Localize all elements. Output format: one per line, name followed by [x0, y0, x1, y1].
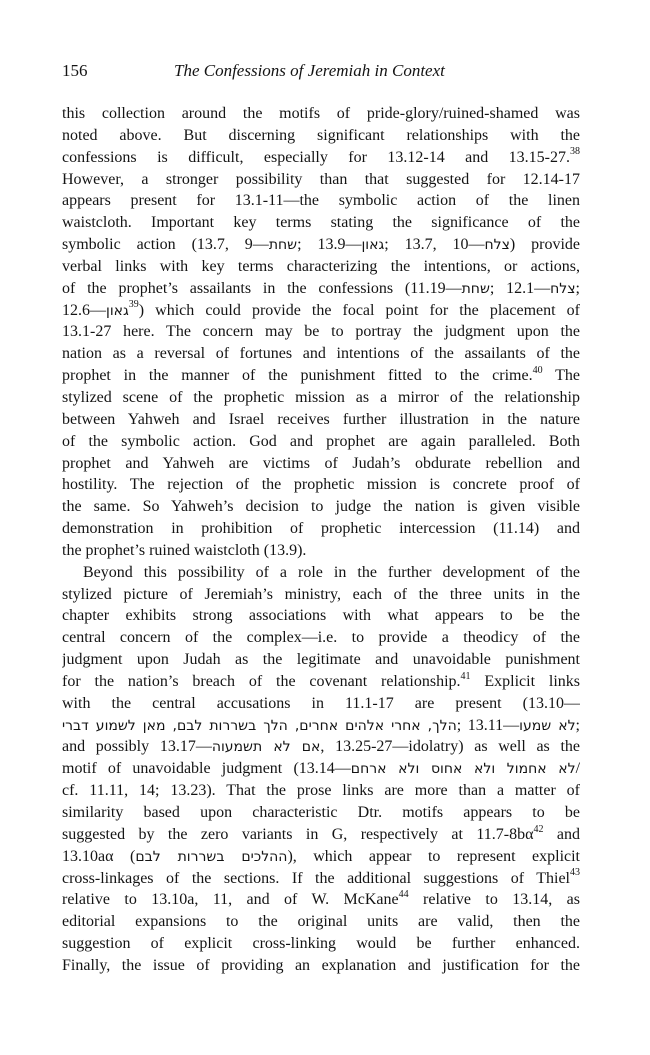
text-line — [62, 540, 580, 562]
line-text: nation as a reversal of fortunes and intentions of the assailants of the — [62, 345, 580, 363]
text-run: ; 13.11— — [456, 716, 520, 734]
text-line — [62, 212, 580, 234]
text-line — [62, 627, 580, 649]
line-text: waistcloth. Important key terms stating the significance of the — [62, 214, 580, 232]
line-text: the same. So Yahweh’s decision to judge the nation is given visible — [62, 498, 580, 516]
line-text: demonstration in prohibition of prophetic intercession (11.14) and — [62, 520, 580, 538]
text-line — [62, 103, 580, 125]
footnote-marker: 41 — [460, 670, 471, 682]
text-line — [62, 562, 580, 584]
line-text: the prophet’s ruined waistcloth (13.9). — [62, 541, 307, 559]
line-text: with the central accusations in 11.1-17 are present (13.10— — [62, 694, 580, 712]
footnote-marker: 44 — [398, 889, 409, 901]
text-run: , 13.25-27—idolatry) as well as the — [320, 738, 580, 756]
line-text: prophet in the manner of the punishment fitted to the crime. — [62, 367, 533, 385]
line-text: Finally, the issue of providing an explanation and justification for the — [62, 956, 580, 974]
text-line — [62, 453, 580, 475]
text-line — [62, 933, 580, 955]
line-text — [62, 717, 457, 734]
text-line — [62, 715, 580, 737]
text-line — [62, 758, 580, 780]
text-line — [62, 802, 580, 824]
hebrew-term: גאון — [106, 302, 129, 319]
text-line — [62, 409, 580, 431]
line-text: verbal links with key terms characterizing the intentions, or actions, — [62, 257, 580, 275]
line-text-continued: The — [542, 367, 580, 385]
text-line — [62, 846, 580, 868]
line-text: judgment upon Judah as the legitimate and unavoidable punishment — [62, 651, 580, 669]
hebrew-term: לא שמעו — [519, 717, 576, 734]
footnote-marker: 39 — [128, 299, 139, 311]
page-number: 156 — [62, 61, 88, 80]
text-line — [62, 889, 580, 911]
line-text-continued: ) which could provide the focal point for the placement of — [138, 301, 580, 319]
text-run: ) provide — [509, 236, 580, 254]
line-text: suggested by the zero variants in G, respectively at 11.7-8bα — [62, 825, 534, 843]
text-run: 12.6— — [62, 301, 106, 319]
text-run: ; 13.9— — [297, 236, 362, 254]
line-text: editorial expansions to the original units are valid, then the — [62, 913, 580, 931]
line-text-continued: Explicit links — [470, 672, 580, 690]
line-text: However, a stronger possibility than that suggested for 12.14-17 — [62, 170, 580, 188]
text-run: of the prophet’s assailants in the confessions (11.19— — [62, 279, 462, 297]
text-run: and possibly 13.17— — [62, 738, 212, 756]
hebrew-term: שחת — [268, 237, 298, 254]
text-line — [62, 736, 580, 758]
text-run: motif of unavoidable judgment (13.14— — [62, 760, 351, 778]
text-line — [62, 125, 580, 147]
text-line — [62, 605, 580, 627]
text-line — [62, 321, 580, 343]
hebrew-term: צלח — [550, 280, 576, 297]
text-line — [62, 868, 580, 890]
line-text — [62, 302, 129, 319]
text-line — [62, 256, 580, 278]
line-text: prophet and Yahweh are victims of Judah’s obdurate rebellion and — [62, 454, 580, 472]
text-run: 13.10aα ( — [62, 847, 136, 865]
text-line — [62, 955, 580, 977]
footnote-marker: 38 — [570, 146, 580, 158]
line-text-continued: relative to 13.14, as — [408, 891, 580, 909]
text-line — [62, 234, 580, 256]
text-line — [62, 300, 580, 322]
text-line — [62, 147, 580, 169]
text-line — [62, 780, 580, 802]
hebrew-term: הלך, אחרי אלהים אחרים, הלך בשררות לבם, מאן לשמוע דברי — [62, 717, 457, 734]
line-text: noted above. But discerning significant relationships with the — [62, 126, 580, 144]
line-text: appears present for 13.1-11—the symbolic action of the linen — [62, 192, 580, 210]
text-line — [62, 431, 580, 453]
line-text-continued — [457, 717, 580, 734]
hebrew-term: לא אחמול ולא אחוס ולא ארחם — [350, 761, 576, 778]
line-text: similarity based upon characteristic Dtr. motifs appears to be — [62, 804, 580, 821]
line-text-continued: and — [543, 825, 580, 843]
text-run: ), which appear to represent explicit — [287, 847, 580, 865]
line-text — [62, 848, 580, 865]
line-text — [62, 738, 580, 755]
text-line — [62, 169, 580, 191]
text-run: ; 13.7, 10— — [384, 236, 485, 254]
text-line — [62, 387, 580, 409]
line-text: of the symbolic action. God and prophet are again paralleled. Both — [62, 432, 580, 450]
line-text: stylized picture of Jeremiah’s ministry, each of the three units in the — [62, 585, 580, 603]
text-line — [62, 496, 580, 518]
line-text: between Yahweh and Israel receives further illustration in the nature — [62, 410, 580, 428]
text-line — [62, 693, 580, 715]
text-line — [62, 584, 580, 606]
text-line — [62, 671, 580, 693]
line-text: hostility. The rejection of the prophetic mission is concrete proof of — [62, 476, 580, 494]
text-line — [62, 474, 580, 496]
text-run: ; 12.1— — [489, 279, 551, 297]
hebrew-term: גאון — [361, 237, 385, 254]
line-text: 13.1-27 here. The concern may be to portray the judgment upon the — [62, 323, 580, 341]
line-text: cross-linkages of the sections. If the additional suggestions of Thiel — [62, 869, 570, 887]
hebrew-term: ההלכים בשררות לבם — [135, 848, 288, 865]
text-run: ; — [575, 716, 580, 734]
text-run: symbolic action (13.7, 9— — [62, 236, 269, 254]
text-line — [62, 824, 580, 846]
line-text: confessions is difficult, especially for 13.12-14 and 13.15-27. — [62, 148, 570, 166]
text-line — [62, 278, 580, 300]
line-text: suggestion of explicit cross-linking would be further enhanced. — [62, 935, 580, 953]
line-text — [62, 280, 580, 297]
text-line — [62, 343, 580, 365]
line-text: central concern of the complex—i.e. to provide a theodicy of the — [62, 629, 580, 647]
footnote-marker: 42 — [533, 823, 544, 835]
line-text: Beyond this possibility of a role in the further development of the — [83, 563, 580, 581]
footnote-marker: 43 — [570, 867, 580, 879]
text-line — [62, 911, 580, 933]
line-text: stylized scene of the prophetic mission as a mirror of the relationship — [62, 388, 580, 406]
text-line — [62, 190, 580, 212]
hebrew-term: שחת — [461, 280, 490, 297]
hebrew-term: אם לא תשמעוה — [211, 739, 321, 756]
hebrew-term: צלח — [484, 237, 510, 254]
footnote-marker: 40 — [532, 365, 543, 376]
text-line — [62, 649, 580, 671]
text-line — [62, 365, 580, 387]
line-text: this collection around the motifs of pride-glory/ruined-shamed was — [62, 105, 580, 122]
line-text: for the nation’s breach of the covenant relationship. — [62, 672, 461, 690]
line-text: relative to 13.10a, 11, and of W. McKane — [62, 891, 399, 909]
body-text — [62, 103, 580, 977]
text-line — [62, 518, 580, 540]
running-title: The Confessions of Jeremiah in Context — [174, 61, 445, 80]
line-text: cf. 11.11, 14; 13.23). That the prose links are more than a matter of — [62, 782, 580, 800]
text-run: / — [575, 760, 580, 778]
line-text: chapter exhibits strong associations with what appears to be the — [62, 607, 580, 625]
line-text — [62, 236, 580, 253]
text-run: ; — [575, 279, 580, 297]
line-text — [62, 760, 580, 777]
